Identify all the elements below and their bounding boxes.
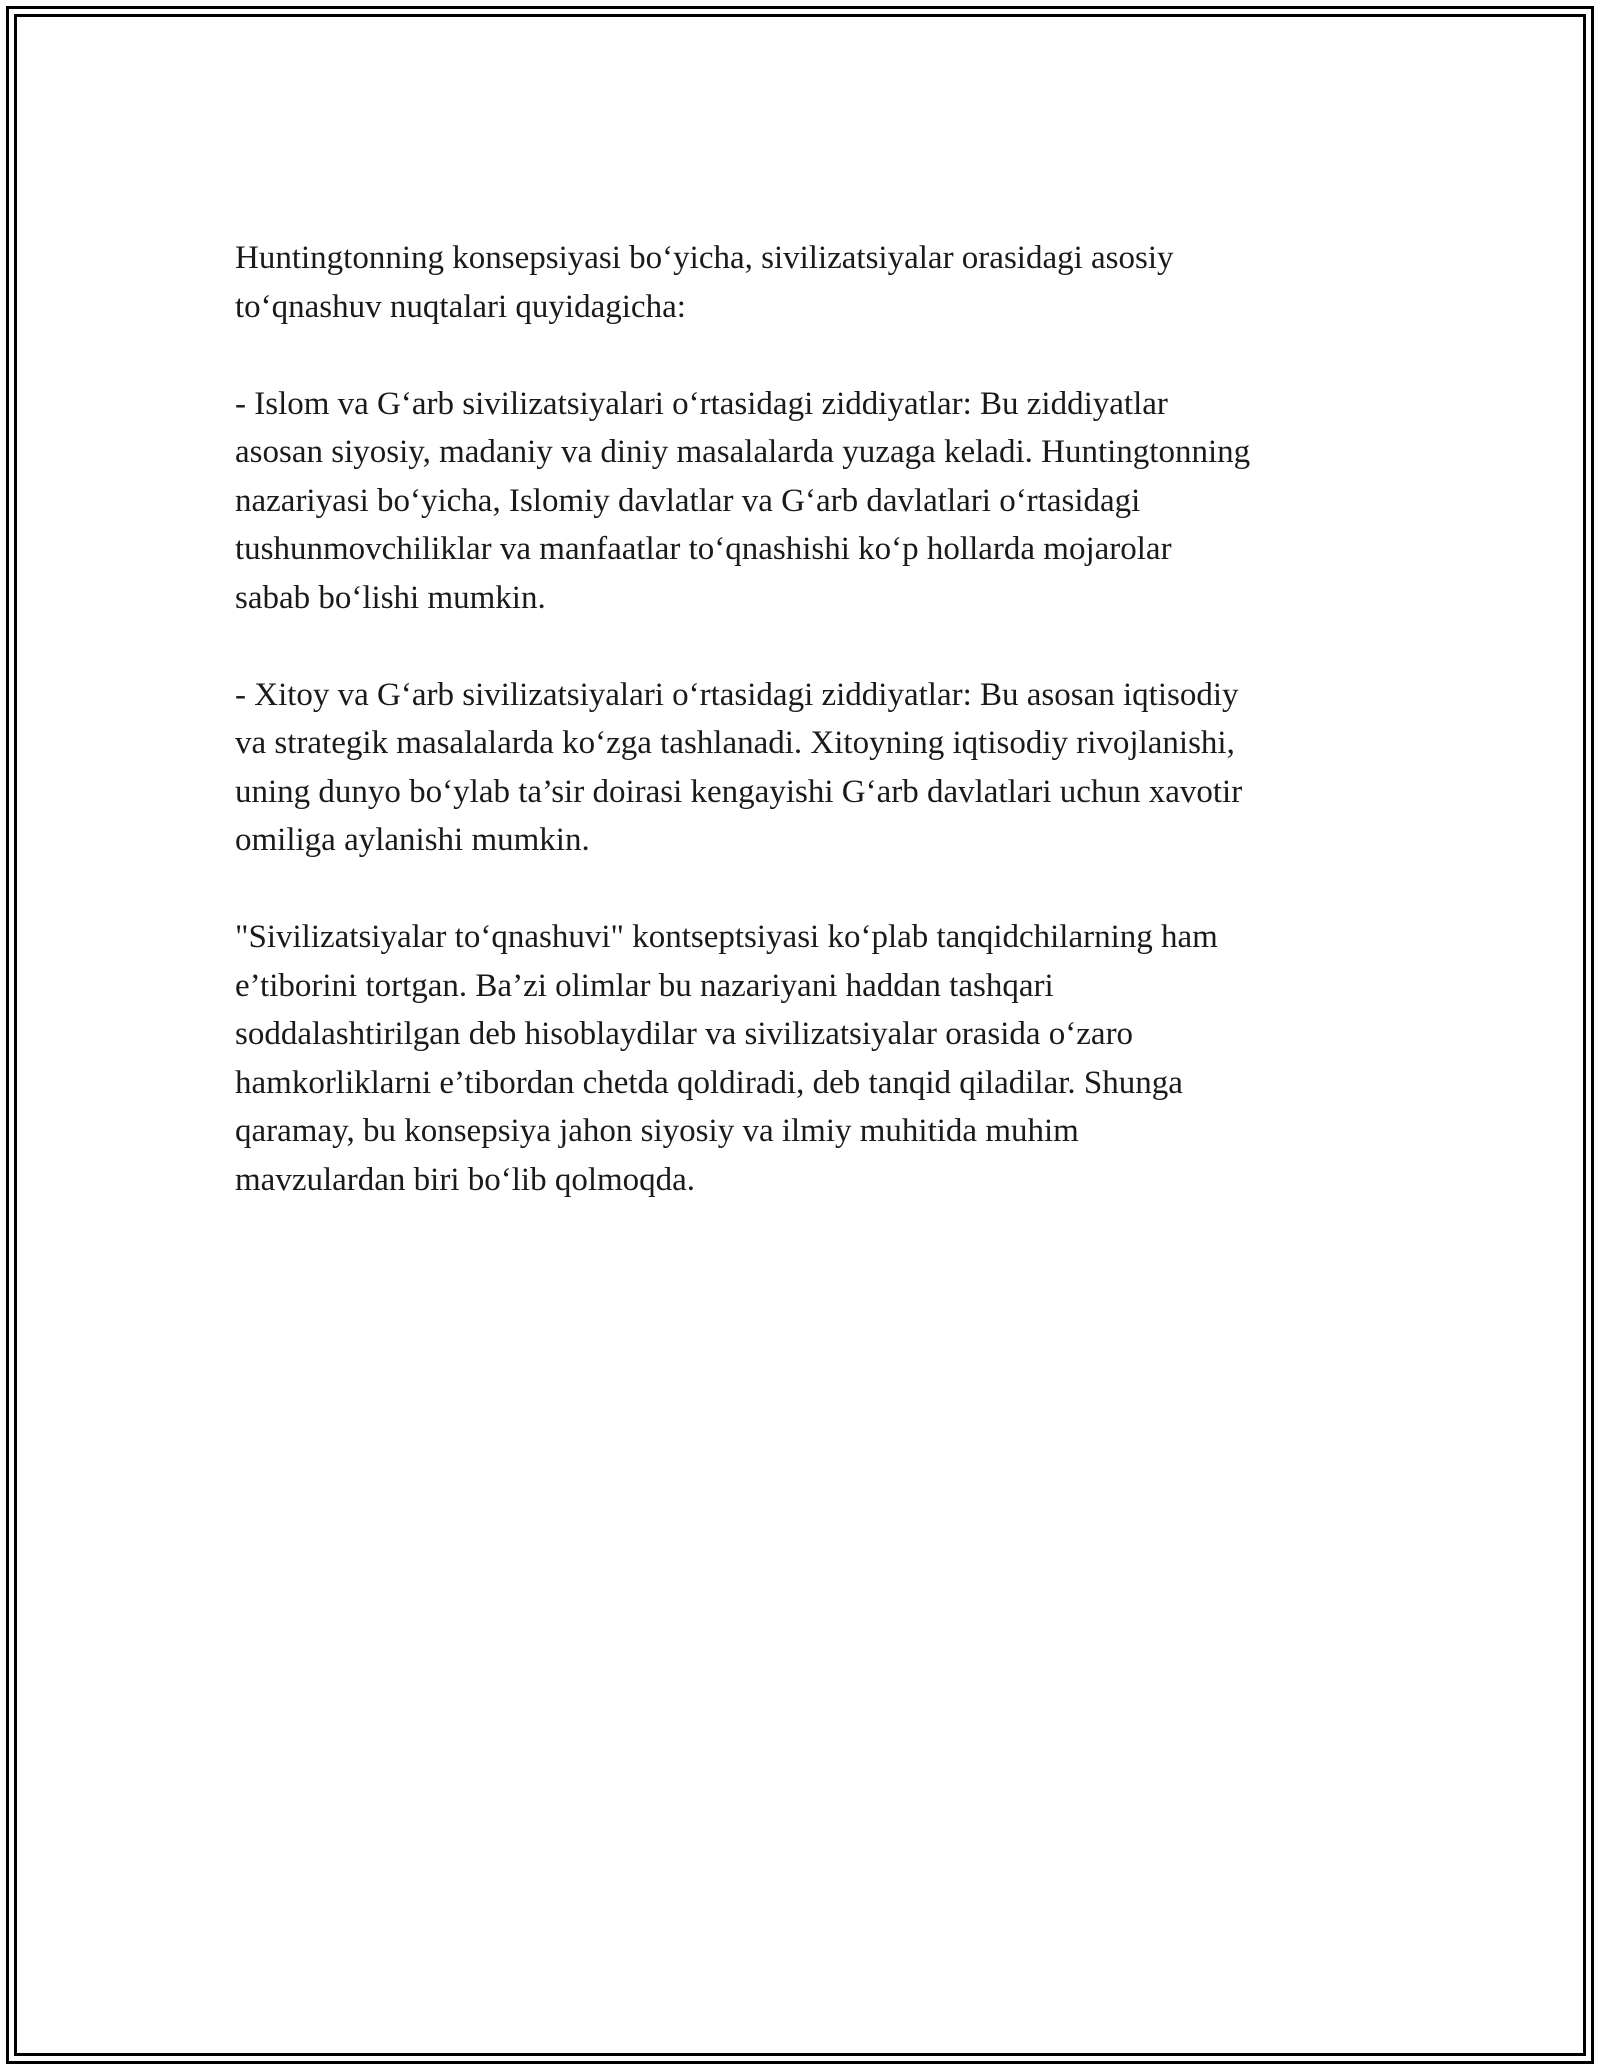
paragraph-china-west	[235, 671, 1375, 865]
text-line: soddalashtirilgan deb hisoblaydilar va sivilizatsiyalar orasida o‘zaro	[235, 1016, 1134, 1052]
text-line: sabab bo‘lishi mumkin.	[235, 579, 546, 616]
text-line: to‘qnashuv nuqtalari quyidagicha:	[235, 288, 686, 325]
text-line: - Islom va G‘arb sivilizatsiyalari o‘rtasidagi ziddiyatlar: Bu ziddiyatlar	[235, 385, 1168, 422]
text-line: Huntingtonning konsepsiyasi bo‘yicha, sivilizatsiyalar orasidagi asosiy	[235, 240, 1174, 276]
text-line: omiliga aylanishi mumkin.	[235, 822, 590, 858]
text-line: nazariyasi bo‘yicha, Islomiy davlatlar va G‘arb davlatlari o‘rtasidagi	[235, 482, 1141, 519]
text-line: mavzulardan biri bo‘lib qolmoqda.	[235, 1161, 696, 1198]
text-line: "Sivilizatsiyalar to‘qnashuvi" kontseptsiyasi ko‘plab tanqidchilarning ham	[235, 919, 1218, 955]
text-line: e’tiborini tortgan. Ba’zi olimlar bu nazariyani haddan tashqari	[235, 967, 1054, 1004]
text-line: - Xitoy va G‘arb sivilizatsiyalari o‘rtasidagi ziddiyatlar: Bu asosan iqtisodiy	[235, 676, 1239, 713]
document-body	[235, 234, 1375, 1253]
text-line: hamkorliklarni e’tibordan chetda qoldiradi, deb tanqid qiladilar. Shunga	[235, 1064, 1183, 1101]
text-line: va strategik masalalarda ko‘zga tashlanadi. Xitoyning iqtisodiy rivojlanishi,	[235, 725, 1235, 761]
text-line: uning dunyo bo‘ylab ta’sir doirasi kengayishi G‘arb davlatlari uchun xavotir	[235, 773, 1243, 810]
text-line: qaramay, bu konsepsiya jahon siyosiy va ilmiy muhitida muhim	[235, 1113, 1079, 1149]
text-line: tushunmovchiliklar va manfaatlar to‘qnashishi ko‘p hollarda mojarolar	[235, 531, 1172, 567]
paragraph-criticism	[235, 913, 1375, 1204]
paragraph-islam-west	[235, 380, 1375, 623]
paragraph-intro	[235, 234, 1375, 331]
text-line: asosan siyosiy, madaniy va diniy masalalarda yuzaga keladi. Huntingtonning	[235, 434, 1251, 470]
